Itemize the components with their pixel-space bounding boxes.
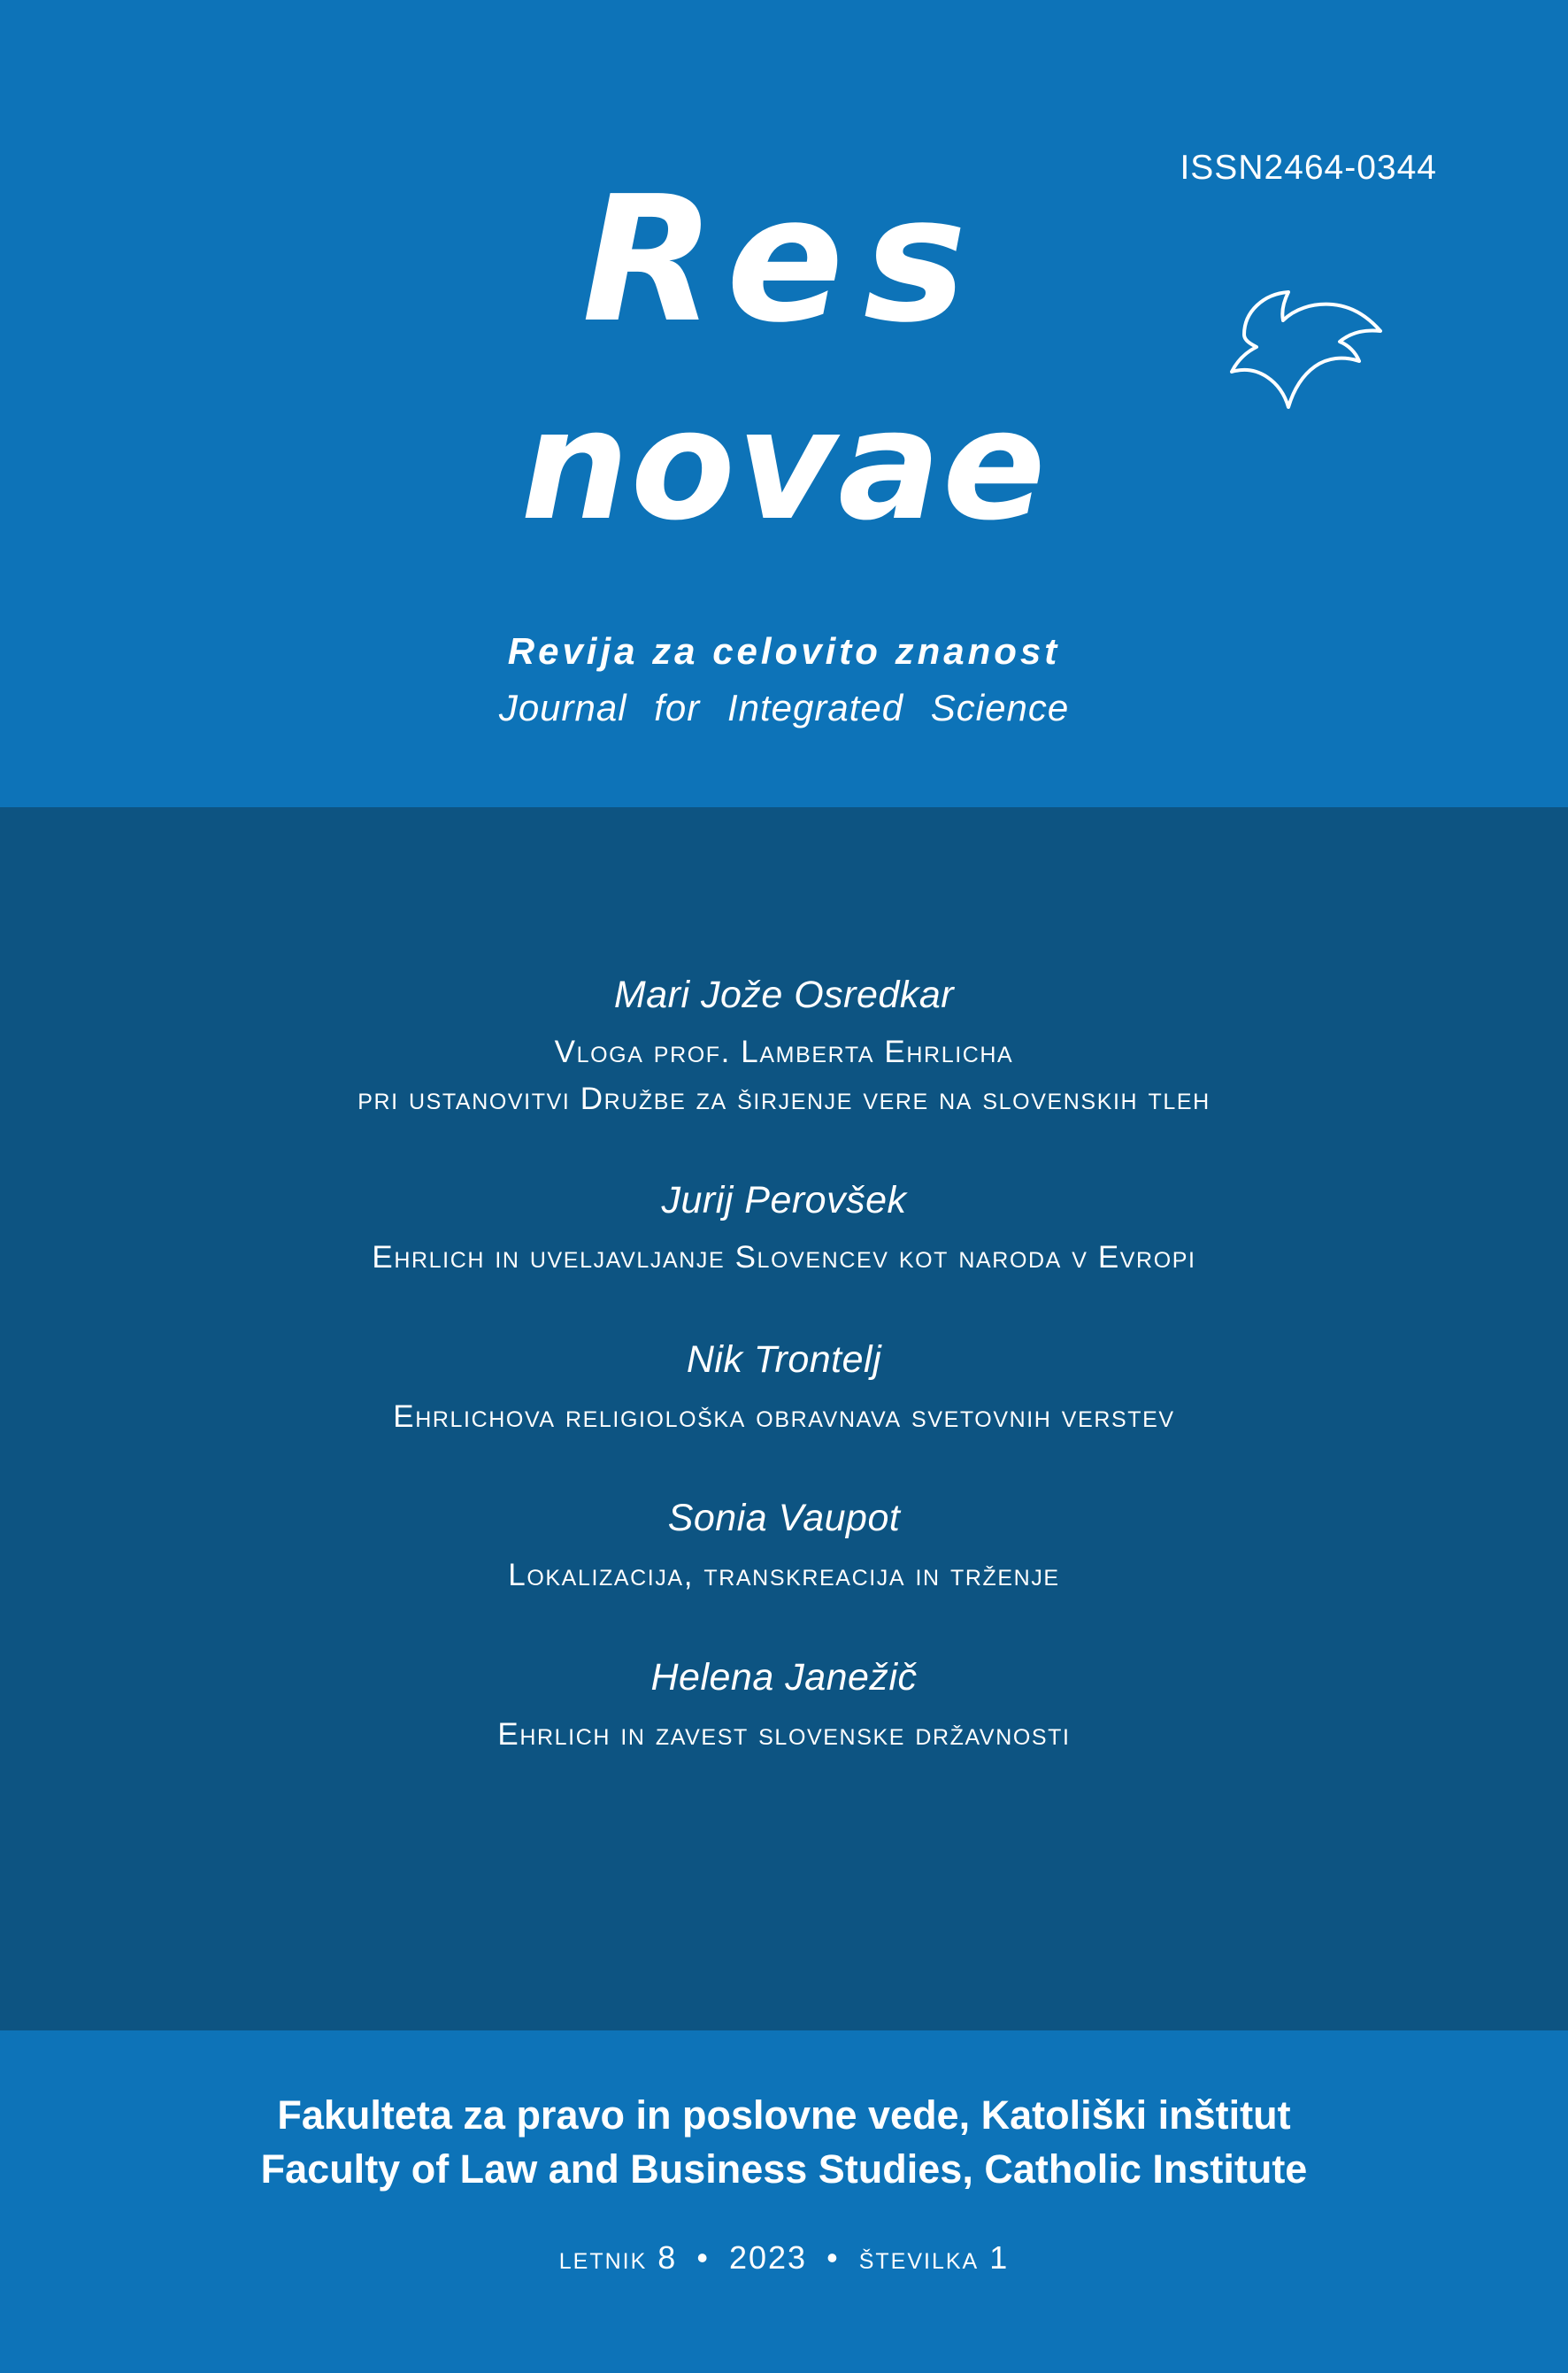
subtitle-en-word: Science xyxy=(930,687,1070,728)
footer-band xyxy=(0,2030,1568,2373)
publisher-block xyxy=(0,2089,1568,2197)
publisher-english: Faculty of Law and Business Studies, Catholic Institute xyxy=(260,2146,1308,2192)
entry-author: Nik Trontelj xyxy=(686,1337,882,1381)
issue-number: 1 xyxy=(989,2239,1010,2276)
entry-author: Mari Jože Osredkar xyxy=(613,974,955,1016)
entry-title-line: pri ustanovitvi Družbe za širjenje vere na slovenskih tleh xyxy=(357,1081,1211,1116)
entry-author: Sonia Vaupot xyxy=(667,1497,901,1539)
subtitle-en-word: Journal xyxy=(498,687,627,728)
masthead-band xyxy=(0,0,1568,807)
volume-label: letnik xyxy=(558,2239,648,2276)
contents-entry xyxy=(0,1656,1568,1759)
entry-title-line: Lokalizacija, transkreacija in trženje xyxy=(508,1558,1060,1592)
entry-title-line: Ehrlich in uveljavljanje Slovencev kot naroda v Evropi xyxy=(372,1240,1196,1275)
subtitle-slovene: Revija za celovito znanost xyxy=(507,630,1061,672)
contents-list xyxy=(0,974,1568,1758)
journal-title-line2: novae xyxy=(520,376,1048,554)
contents-entry xyxy=(0,1497,1568,1599)
year: 2023 xyxy=(728,2239,808,2276)
contents-entry xyxy=(0,974,1568,1122)
entry-title-line: Vloga prof. Lamberta Ehrlicha xyxy=(554,1035,1014,1069)
dove-icon xyxy=(1159,283,1389,443)
subtitle-en-word: for xyxy=(654,687,701,728)
contents-entry xyxy=(0,1179,1568,1282)
entry-author: Helena Janežič xyxy=(650,1655,918,1699)
entry-author: Jurij Perovšek xyxy=(661,1179,907,1221)
entry-title-line: Ehrlich in zavest slovenske državnosti xyxy=(497,1716,1071,1752)
issn-label: ISSN2464-0344 xyxy=(1180,149,1437,187)
journal-title-line1: Res xyxy=(581,159,987,361)
contents-entry xyxy=(0,1338,1568,1441)
entry-title-line: Ehrlichova religiološka obravnava svetovnih verstev xyxy=(393,1398,1175,1434)
issue-info xyxy=(0,2239,1568,2277)
subtitle-en-word: Integrated xyxy=(726,687,904,728)
volume-number: 8 xyxy=(657,2239,678,2276)
publisher-slovene: Fakulteta za pravo in poslovne vede, Katoliški inštitut xyxy=(277,2092,1291,2138)
issue-label: številka xyxy=(858,2239,980,2276)
separator-dot: • xyxy=(696,2239,710,2276)
subtitle-english xyxy=(0,687,1568,729)
separator-dot: • xyxy=(826,2239,840,2276)
